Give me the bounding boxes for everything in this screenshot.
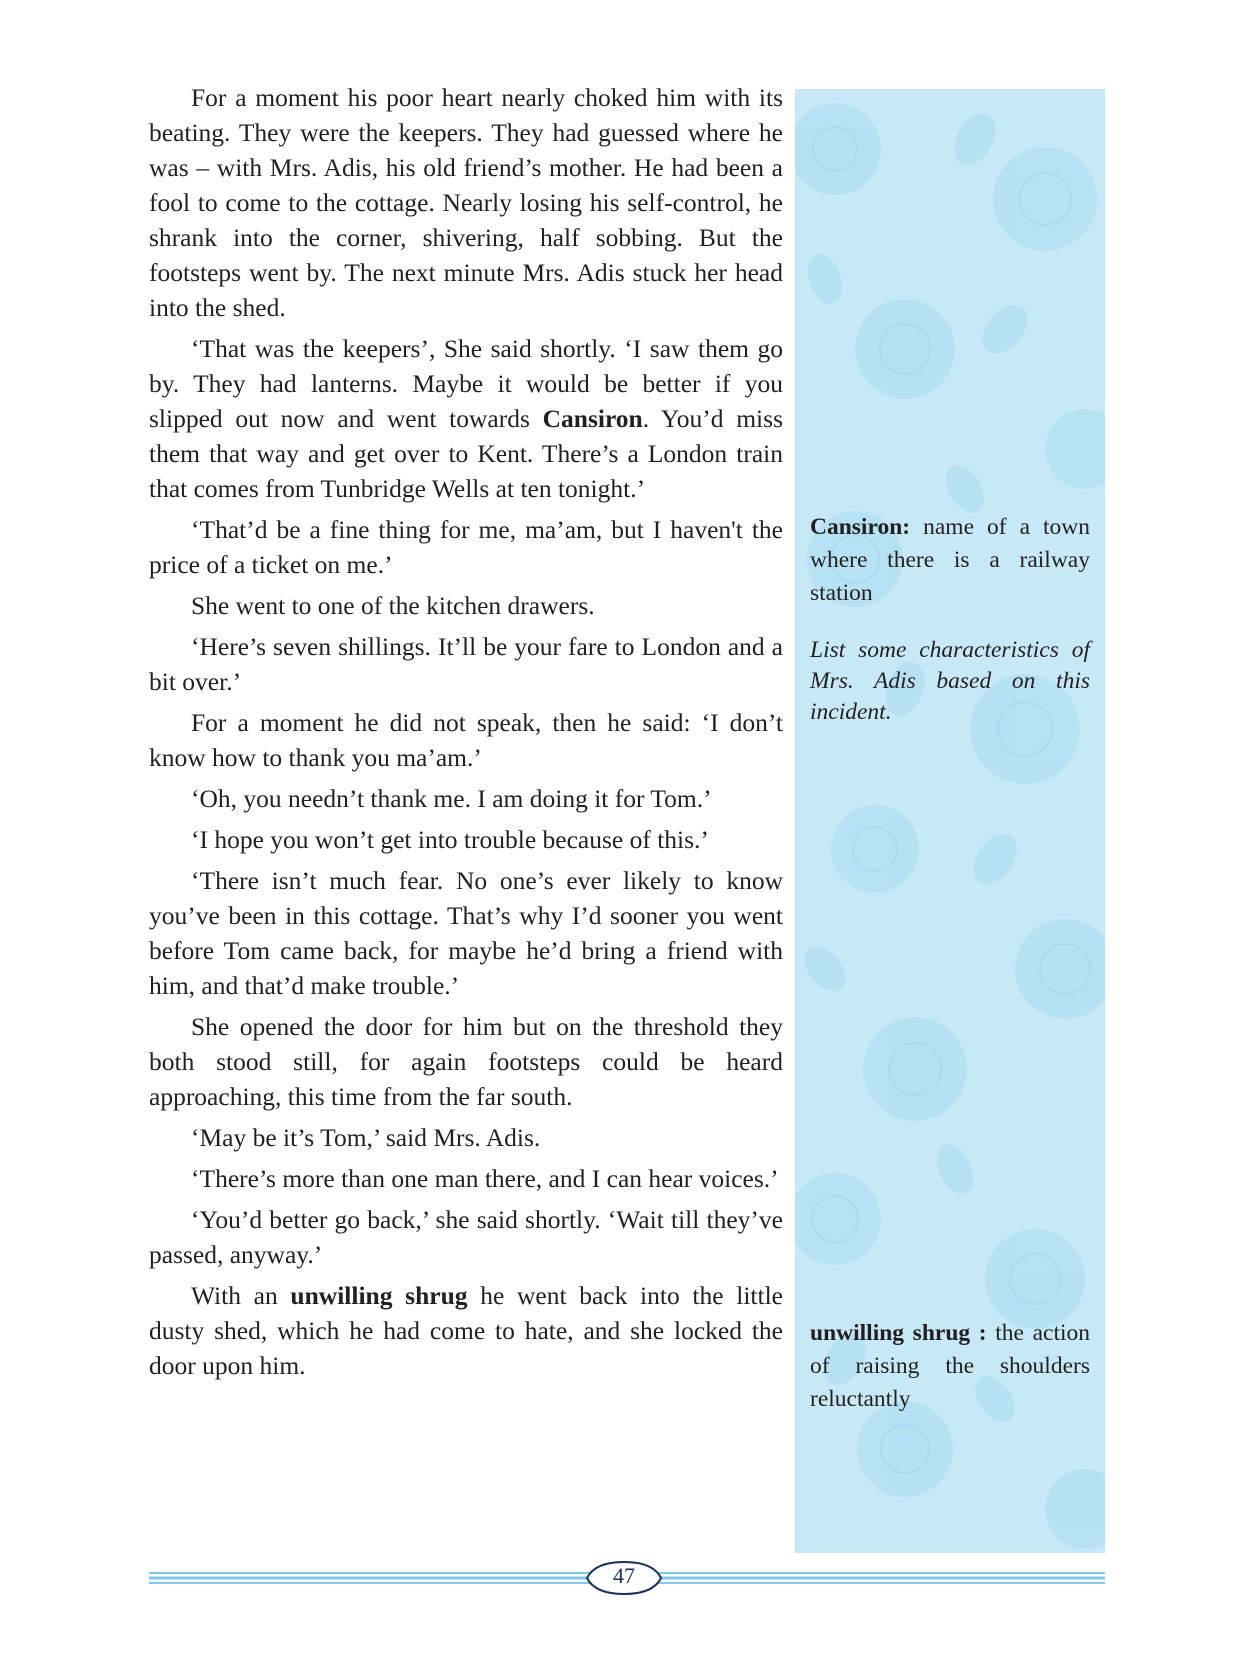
- paragraph: ‘There’s more than one man there, and I can hear voices.’: [191, 1164, 779, 1193]
- paragraph: ‘That was the keepers’, She said shortly. ‘I saw them go by. They had lanterns. Maybe it would be better if you slipped out now and went towards Cansiron. You’d miss them that way and get over to Kent. There’s a London train that comes from Tunbridge Wells at ten tonight.’: [149, 334, 783, 503]
- paragraph: ‘I hope you won’t get into trouble because of this.’: [191, 825, 709, 854]
- paragraph: For a moment he did not speak, then he said: ‘I don’t know how to thank you ma’am.’: [149, 708, 783, 772]
- page-footer: [149, 1560, 1105, 1596]
- main-text-column: [149, 80, 783, 1389]
- comprehension-question: List some characteristics of Mrs. Adis based on this incident.: [810, 637, 1090, 725]
- paragraph: She went to one of the kitchen drawers.: [191, 591, 595, 620]
- paragraph: She opened the door for him but on the threshold they both stood still, for again footsteps could be heard approaching, this time from the far south.: [149, 1012, 783, 1111]
- glossary-note-unwilling-shrug: [810, 1317, 1090, 1416]
- paragraph: ‘Here’s seven shillings. It’ll be your fare to London and a bit over.’: [149, 632, 783, 696]
- margin-notes-sidebar: [795, 89, 1105, 1553]
- glossary-note-definition: the action of raising the shoulders reluctantly: [810, 1320, 1090, 1412]
- paragraph: With an unwilling shrug he went back into the little dusty shed, which he had come to hate, and she locked the door upon him.: [149, 1281, 784, 1380]
- page-number: 47: [613, 1563, 635, 1588]
- glossary-note-term: unwilling shrug :: [810, 1320, 987, 1346]
- paragraph: ‘There isn’t much fear. No one’s ever likely to know you’ve been in this cottage. That’s why I’d sooner you went before Tom came back, for maybe he’d bring a friend with him, and that’d make trouble.’: [149, 866, 783, 1000]
- glossary-term-unwilling-shrug: unwilling shrug: [290, 1281, 468, 1310]
- paragraph: ‘You’d better go back,’ she said shortly. ‘Wait till they’ve passed, anyway.’: [149, 1205, 783, 1269]
- glossary-term-cansiron: Cansiron: [542, 404, 643, 433]
- glossary-note-term: Cansiron:: [810, 514, 911, 540]
- paragraph: ‘May be it’s Tom,’ said Mrs. Adis.: [191, 1123, 541, 1152]
- paragraph: ‘Oh, you needn’t thank me. I am doing it for Tom.’: [191, 784, 712, 813]
- paragraph: For a moment his poor heart nearly choked him with its beating. They were the keepers. They had guessed where he was – with Mrs. Adis, his old friend’s mother. He had been a fool to come to the cottage. Nearly losing his self-control, he shrank into the corner, shivering, half sobbing. But the footsteps went by. The next minute Mrs. Adis stuck her head into the shed.: [149, 83, 783, 322]
- glossary-note-cansiron: [810, 511, 1090, 610]
- glossary-note-definition: name of a town where there is a railway station: [810, 514, 1090, 606]
- paragraph: ‘That’d be a fine thing for me, ma’am, but I haven't the price of a ticket on me.’: [149, 515, 783, 579]
